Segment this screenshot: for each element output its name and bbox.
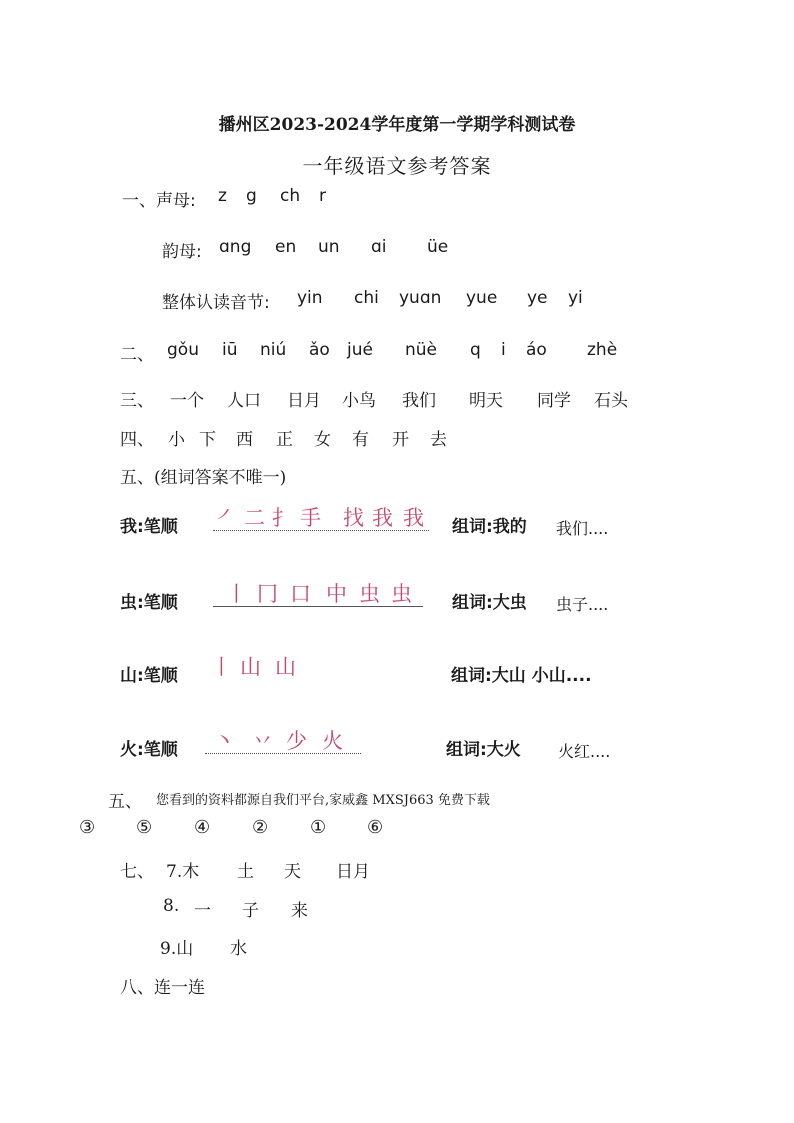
stroke-step: 丨 [226, 582, 247, 606]
stroke-step: 找 [343, 506, 364, 530]
section6-label: 五、 [108, 792, 142, 812]
word-item: 一个 [170, 391, 204, 411]
char-item: 女 [314, 430, 331, 450]
pinyin-item: nüè [405, 340, 438, 360]
word-item: 石头 [594, 391, 628, 411]
yunmu-item: ɑng [219, 237, 252, 257]
stroke-step: 火 [322, 729, 343, 753]
page-title: 播州区2023-2024学年度第一学期学科测试卷 [218, 115, 576, 135]
word-item: 小鸟 [342, 391, 376, 411]
answer-item: 天 [284, 862, 301, 882]
stroke-step: 冂 [257, 582, 278, 606]
answer-underline [213, 606, 423, 607]
bishun-label-shan: 山:笔顺 [120, 666, 178, 686]
section8-label: 八、连一连 [120, 978, 205, 998]
stroke-step: 中 [326, 582, 347, 606]
char-item: 小 [168, 430, 185, 450]
char-item: 有 [352, 430, 369, 450]
pinyin-item: iū [222, 340, 238, 360]
pinyin-item: q [470, 340, 481, 360]
section7-q8-row [0, 896, 794, 920]
yunmu-item: un [318, 237, 340, 257]
bishun-label-chong: 虫:笔顺 [120, 593, 178, 613]
stroke-step: 少 [286, 729, 307, 753]
word-item: 人口 [227, 391, 261, 411]
word-item: 同学 [537, 391, 571, 411]
char-item: 正 [276, 430, 293, 450]
stroke-step: 丶 [214, 729, 235, 753]
zhengti-item: chi [354, 288, 379, 308]
section4-label: 四、 [120, 430, 154, 450]
section7-q9-row [0, 934, 794, 958]
stroke-order-shan [0, 651, 794, 679]
stroke-step: 山 [240, 655, 261, 679]
char-item: 西 [236, 430, 253, 450]
answer-underline [213, 530, 429, 531]
zuci-label-shan: 组词:大山 小山.... [451, 666, 592, 686]
answer-item: 水 [230, 939, 247, 959]
order-item: ① [310, 817, 327, 838]
shengmu-label: 一、声母: [122, 191, 196, 211]
zhengti-item: yue [466, 288, 498, 308]
section7-label: 七、 [120, 862, 154, 882]
q7-label: 7.木 [166, 862, 200, 882]
pinyin-item: i [501, 340, 506, 360]
stroke-step: 山 [275, 655, 296, 679]
pinyin-item: áo [526, 340, 547, 360]
order-item: ⑤ [136, 817, 153, 838]
section3-row [0, 386, 794, 410]
stroke-step: 虫 [391, 582, 412, 606]
section4-row [0, 425, 794, 449]
stroke-step: 二 [244, 506, 265, 530]
zhengti-item: yuɑn [399, 288, 442, 308]
q9-label: 9.山 [160, 939, 194, 959]
section2-label: 二、 [120, 345, 154, 365]
bishun-label-huo: 火:笔顺 [120, 740, 178, 760]
order-list [0, 817, 794, 843]
zhengti-item: ye [527, 288, 548, 308]
stroke-step: 丷 [252, 729, 273, 753]
stroke-step: 我 [403, 506, 424, 530]
stroke-step: 扌 [272, 506, 293, 530]
word-item: 明天 [469, 391, 503, 411]
section3-label: 三、 [120, 391, 154, 411]
yunmu-item: ɑi [371, 237, 387, 257]
answer-item: 来 [291, 901, 308, 921]
yunmu-label: 韵母: [162, 242, 202, 262]
zuci-extra-chong: 虫子.... [556, 595, 609, 614]
stroke-step: 手 [300, 506, 321, 530]
shengmu-item: g [246, 186, 257, 206]
q8-label: 8. [163, 896, 180, 916]
char-item: 去 [430, 430, 447, 450]
zuci-extra-wo: 我们.... [556, 519, 609, 538]
shengmu-item: ch [280, 186, 301, 206]
stroke-order-chong [0, 578, 794, 606]
stroke-step: 虫 [359, 582, 380, 606]
order-item: ② [252, 817, 269, 838]
platform-notice: 您看到的资料都源自我们平台,家威鑫 MXSJ663 免费下载 [156, 793, 490, 808]
bishun-label-wo: 我:笔顺 [120, 517, 178, 537]
stroke-order-huo [0, 725, 794, 753]
yunmu-item: üe [427, 237, 449, 257]
shengmu-list [0, 186, 794, 210]
zuci-label-chong: 组词:大虫 [452, 593, 527, 613]
shengmu-item: z [218, 186, 227, 206]
answer-underline [205, 753, 361, 754]
pinyin-item: gǒu [167, 340, 199, 360]
zhengti-list [0, 288, 794, 312]
zhengti-item: yi [568, 288, 583, 308]
answer-item: 土 [237, 862, 254, 882]
order-item: ③ [79, 817, 96, 838]
stroke-step: 丨 [211, 655, 232, 679]
pinyin-item: niú [260, 340, 287, 360]
zhengti-label: 整体认读音节: [162, 293, 270, 313]
pinyin-item: jué [347, 340, 373, 360]
char-item: 下 [199, 430, 216, 450]
section2-list [0, 340, 794, 364]
order-item: ⑥ [367, 817, 384, 838]
order-item: ④ [194, 817, 211, 838]
answer-item: 日月 [336, 862, 370, 882]
answer-item: 子 [242, 901, 259, 921]
stroke-order-wo [0, 502, 794, 530]
zuci-label-huo: 组词:大火 [446, 740, 521, 760]
section7-q7-row [0, 857, 794, 881]
zuci-label-wo: 组词:我的 [452, 517, 527, 537]
shengmu-item: r [319, 186, 326, 206]
zhengti-item: yin [297, 288, 323, 308]
word-item: 我们 [402, 391, 436, 411]
stroke-step: 我 [372, 506, 393, 530]
yunmu-list [0, 237, 794, 261]
zuci-extra-huo: 火红.... [558, 742, 611, 761]
yunmu-item: en [275, 237, 297, 257]
page-subtitle: 一年级语文参考答案 [302, 154, 492, 178]
section5-label: 五、(组词答案不唯一) [120, 468, 287, 488]
stroke-step: ㇒ [216, 506, 237, 530]
pinyin-item: zhè [587, 340, 618, 360]
answer-item: 一 [194, 901, 211, 921]
word-item: 日月 [287, 391, 321, 411]
char-item: 开 [392, 430, 409, 450]
stroke-step: 口 [290, 582, 311, 606]
pinyin-item: ǎo [309, 340, 330, 360]
